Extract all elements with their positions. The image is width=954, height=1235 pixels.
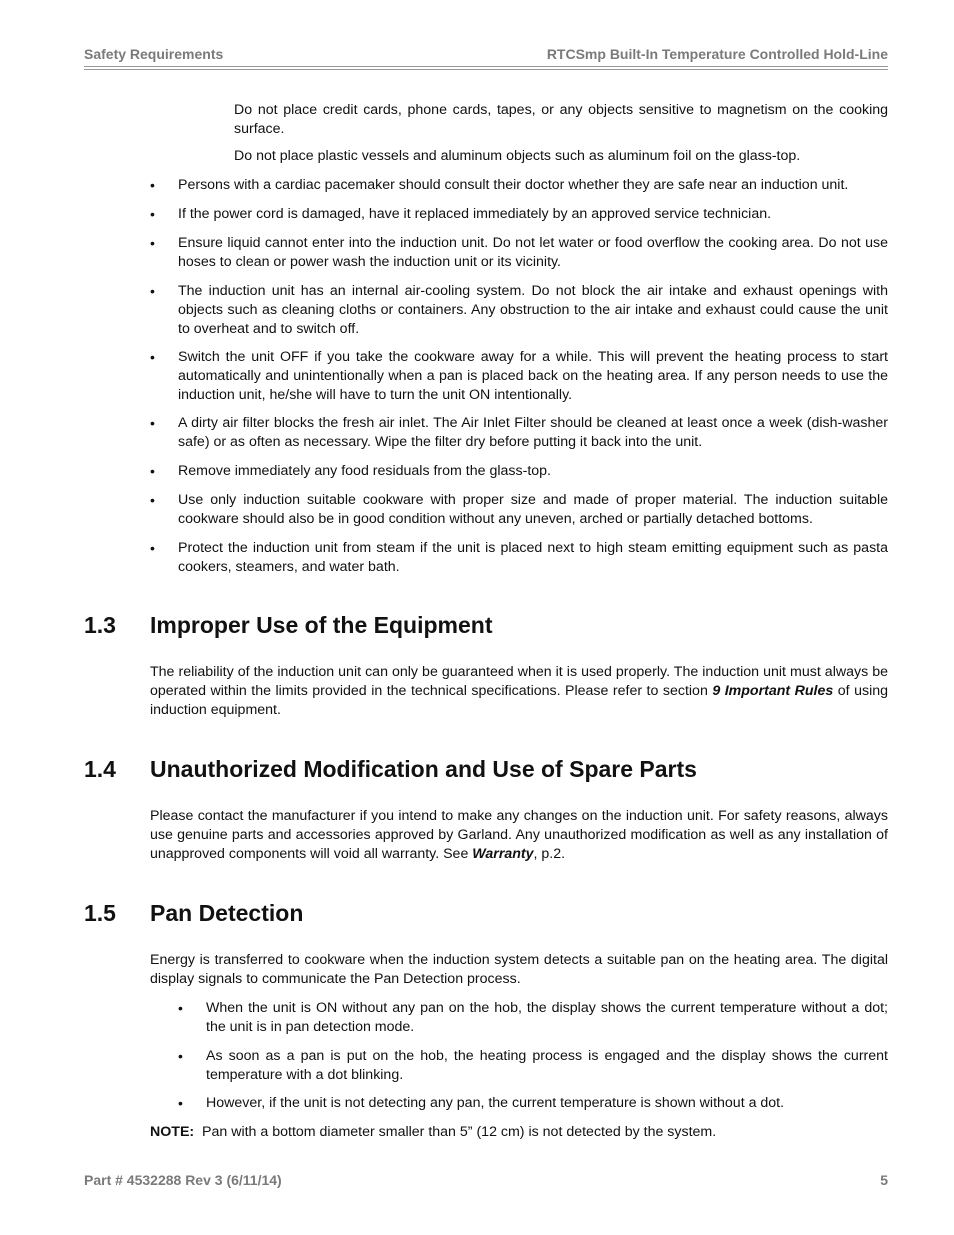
list-item: The induction unit has an internal air-cooling system. Do not block the air intake and exhaust openings with objects such as cleaning cloths or containers. Any obstruction to the air intake and exhaust could cause the unit to overheat and to switch off. [178, 283, 888, 337]
section-paragraph [150, 663, 888, 720]
bullet-dot: • [150, 463, 155, 479]
list-item: When the unit is ON without any pan on the hob, the display shows the current temperature without a dot; the unit is in pan detection mode. [206, 1000, 888, 1035]
indent-paragraph: Do not place credit cards, phone cards, tapes, or any objects sensitive to magnetism on the cooking surface. [234, 102, 888, 137]
bullet-dot: • [150, 177, 155, 193]
header-document-title: RTCSmp Built-In Temperature Controlled Hold-Line [546, 46, 888, 62]
warranty-reference: Warranty [472, 846, 534, 862]
paragraph-text: The reliability of the induction unit can only be guaranteed when it is used properly. The induction unit must always be operated within the limits provided in the technical specifications. Please refer to section [150, 664, 888, 699]
list-item: If the power cord is damaged, have it replaced immediately by an approved service technician. [178, 206, 772, 222]
section-title: Improper Use of the Equipment [150, 612, 493, 638]
bullet-dot: • [150, 206, 155, 222]
list-item: However, if the unit is not detecting any pan, the current temperature is shown without a dot. [206, 1095, 785, 1111]
bullet-dot: • [150, 349, 155, 365]
bullet-dot: • [178, 1048, 183, 1064]
bullet-dot: • [150, 283, 155, 299]
page-number: 5 [880, 1172, 888, 1188]
bullet-dot: • [178, 1095, 183, 1111]
note [150, 1123, 888, 1142]
header-rule [84, 66, 888, 70]
section-reference: 9 Important Rules [712, 683, 834, 699]
paragraph-text: of using induction equipment. [150, 683, 888, 718]
section-paragraph: Energy is transferred to cookware when the induction system detects a suitable pan on the heating area. The digital display signals to communicate the Pan Detection process. [150, 952, 888, 987]
list-item: Use only induction suitable cookware with proper size and made of proper material. The induction suitable cookware should also be in good condition without any uneven, arched or partially detached bottoms. [178, 492, 888, 527]
section-number: 1.5 [84, 900, 116, 926]
section-title: Unauthorized Modification and Use of Spare Parts [150, 756, 697, 782]
bullet-dot: • [150, 540, 155, 556]
list-item: Switch the unit OFF if you take the cookware away for a while. This will prevent the heating process to start automatically and unintentionally when a pan is placed back on the heating area. If any person needs to use the induction unit, he/she will have to turn the unit ON intentionally. [178, 349, 888, 403]
list-item: A dirty air filter blocks the fresh air inlet. The Air Inlet Filter should be cleaned at least once a week (dish-washer safe) or as often as necessary. Wipe the filter dry before putting it back into the unit. [178, 415, 888, 450]
bullet-dot: • [150, 492, 155, 508]
list-item: As soon as a pan is put on the hob, the heating process is engaged and the display shows the current temperature with a dot blinking. [206, 1048, 888, 1083]
note-label: NOTE: [150, 1124, 195, 1140]
section-title: Pan Detection [150, 900, 304, 926]
note-text: Pan with a bottom diameter smaller than 5” (12 cm) is not detected by the system. [202, 1124, 717, 1140]
part-number: Part # 4532288 Rev 3 (6/11/14) [84, 1172, 282, 1188]
section-number: 1.3 [84, 612, 116, 638]
list-item: Remove immediately any food residuals from the glass-top. [178, 463, 551, 479]
indent-paragraph: Do not place plastic vessels and aluminum objects such as aluminum foil on the glass-top. [234, 148, 801, 164]
section-paragraph [150, 807, 888, 864]
header-section-name: Safety Requirements [84, 46, 224, 62]
bullet-dot: • [150, 415, 155, 431]
list-item: Protect the induction unit from steam if the unit is placed next to high steam emitting equipment such as pasta cookers, steamers, and water bath. [178, 540, 888, 575]
bullet-dot: • [178, 1000, 183, 1016]
bullet-dot: • [150, 235, 155, 251]
paragraph-text: , p.2. [533, 846, 566, 862]
list-item: Ensure liquid cannot enter into the induction unit. Do not let water or food overflow the cooking area. Do not use hoses to clean or power wash the induction unit or its vicinity. [178, 235, 888, 270]
section-number: 1.4 [84, 756, 116, 782]
paragraph-text: Please contact the manufacturer if you intend to make any changes on the induction unit. For safety reasons, always use genuine parts and accessories approved by Garland. Any unauthorized modification as well as any installation of unapproved components will void all warranty. See [150, 808, 888, 862]
list-item: Persons with a cardiac pacemaker should consult their doctor whether they are safe near an induction unit. [178, 177, 849, 193]
